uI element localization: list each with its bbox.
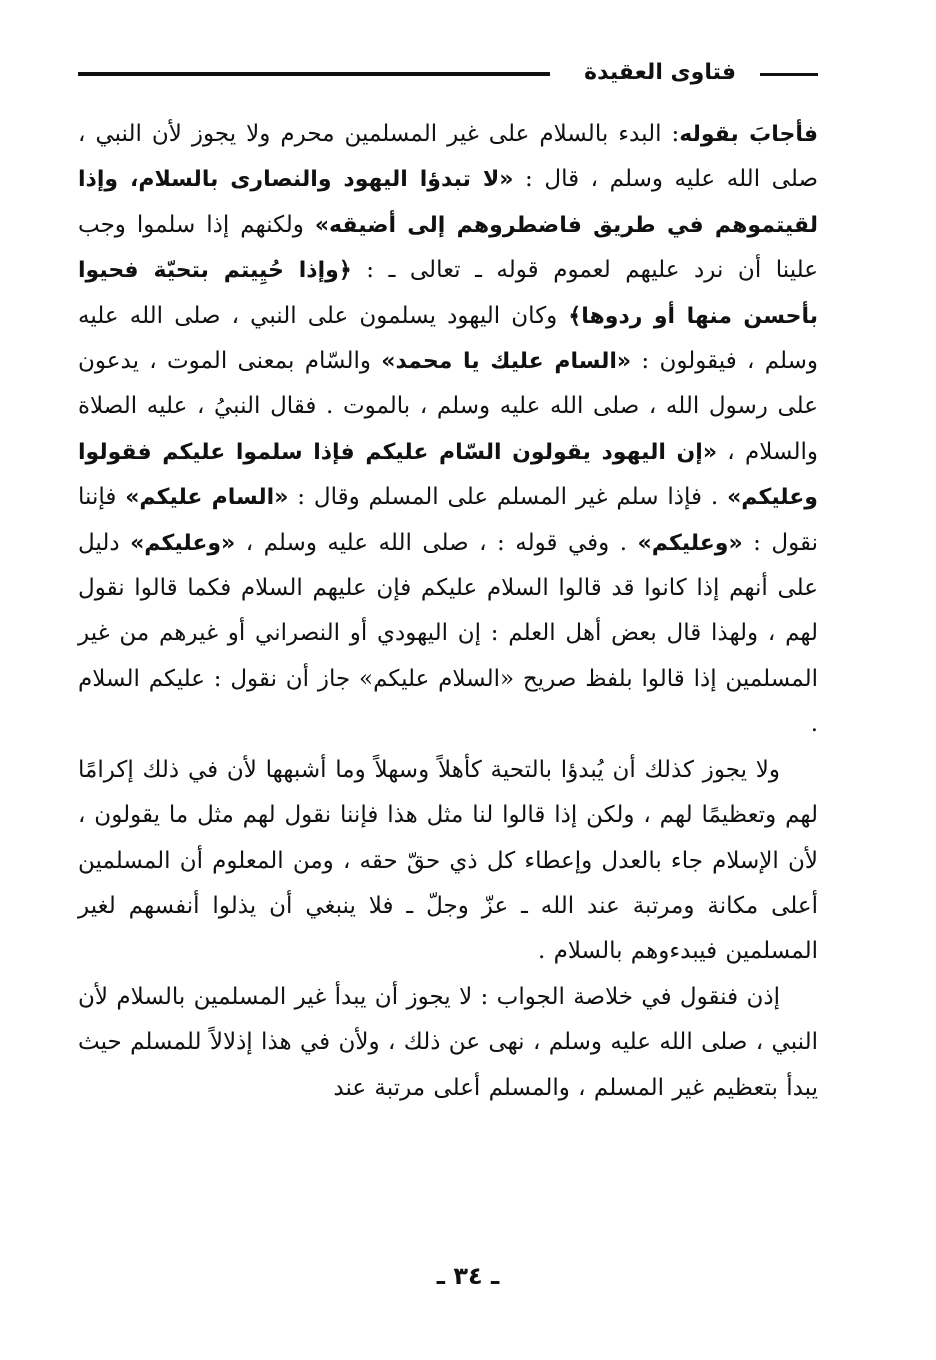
hadith-quote: «إن اليهود يقولون السّام عليكم فإذا سلموا عليكم فقولوا وعليكم»	[78, 439, 818, 511]
quran-quote: ﴿وإذا حُيِيتم بتحيّة فحيوا بأحسن منها أو ردوها﴾	[78, 258, 818, 329]
hadith-quote: «وعليكم»	[130, 530, 236, 556]
answer-text: فإننا نقول :	[78, 484, 818, 556]
hadith-quote: «السام عليكم»	[125, 485, 289, 511]
answer-text: ولكنهم إذا سلموا وجب علينا أن نرد عليهم لعموم قوله ـ تعالى ـ :	[78, 211, 818, 284]
hadith-quote: «لا تبدؤا اليهود والنصارى بالسلام، وإذا لقيتموهم في طريق فاضطروهم إلى أضيقه»	[78, 167, 818, 238]
answer-text: . فإذا سلم غير المسلم على المسلم وقال :	[288, 484, 728, 511]
page-number: ـ ٣٤ ـ	[436, 1262, 500, 1290]
answer-paragraph	[78, 112, 818, 748]
hadith-quote: «السام عليك يا محمد»	[381, 349, 632, 375]
answer-lead: فأجابَ بقوله	[679, 122, 818, 147]
answer-text: وكان اليهود يسلمون على النبي ، صلى الله عليه وسلم ، فيقولون :	[78, 302, 819, 375]
header-rule-long	[78, 72, 550, 76]
second-paragraph: ولا يجوز كذلك أن يُبدؤا بالتحية كأهلاً وسهلاً وما أشبهها لأن في ذلك إكرامًا لهم وتعظيمًا لهم ، ولكن إذا قالوا لنا مثل هذا فإننا نقول لهم مثل ما يقولون ، لأن الإسلام جاء بالعدل وإعطاء كل ذي حقّ حقه ، ومن المعلوم أن المسلمين أعلى مكانة ومرتبة عند الله ـ عزّ وجلّ ـ فلا ينبغي أن يذلوا أنفسهم لغير المسلمين فيبدءوهم بالسلام .	[78, 756, 818, 965]
running-header	[78, 58, 818, 94]
conclusion-paragraph: إذن فنقول في خلاصة الجواب : لا يجوز أن يبدأ غير المسلمين بالسلام لأن النبي ، صلى الله عليه وسلم ، نهى عن ذلك ، ولأن في هذا إذلالاً للمسلم حيث يبدأ بتعظيم غير المسلم ، والمسلم أعلى مرتبة عند	[78, 983, 818, 1101]
running-header-title: فتاوى العقيدة	[584, 60, 736, 85]
hadith-quote: «وعليكم»	[637, 530, 743, 556]
header-rule-short	[760, 73, 818, 76]
answer-text: : البدء بالسلام على غير المسلمين محرم ولا يجوز لأن النبي ، صلى الله عليه وسلم ، قال :	[78, 121, 818, 193]
answer-text: والسّام بمعنى الموت ، يدعون على رسول الله ، صلى الله عليه وسلم ، بالموت . فقال النبيُ ، عليه الصلاة والسلام ،	[78, 348, 818, 465]
page-body	[78, 112, 818, 1111]
answer-text: . وفي قوله : ، صلى الله عليه وسلم ،	[235, 529, 638, 556]
answer-text: دليل على أنهم إذا كانوا قد قالوا السلام عليكم فإن عليهم السلام فكما قالوا نقول لهم ، ولهذا قال بعض أهل العلم : إن اليهودي أو النصراني أو غيرهم من غير المسلمين إذا قالوا بلفظ صريح «السلام عليكم» جاز أن نقول : عليكم السلام .	[78, 529, 818, 738]
